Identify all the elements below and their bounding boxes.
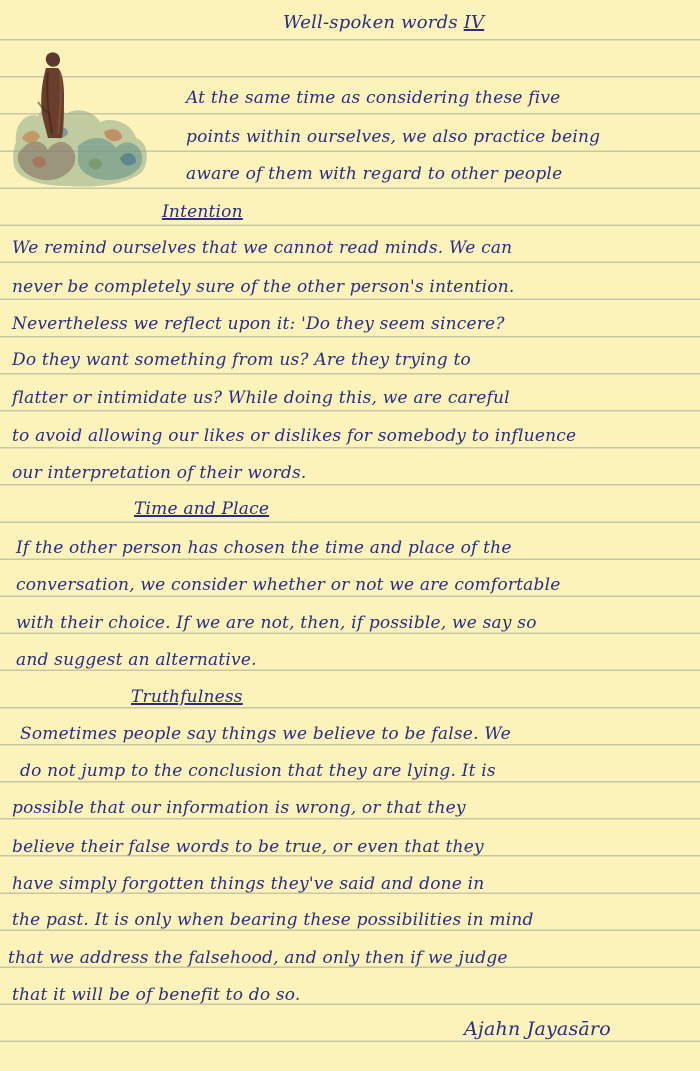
title-text: Well-spoken words bbox=[283, 12, 458, 33]
body-line: that we address the falsehood, and only then if we judge bbox=[8, 948, 508, 968]
body-line: Sometimes people say things we believe to be false. We bbox=[20, 724, 511, 744]
body-line: believe their false words to be true, or even that they bbox=[12, 837, 484, 857]
body-line: Nevertheless we reflect upon it: 'Do they seem sincere? bbox=[12, 314, 505, 334]
intro-line: aware of them with regard to other people bbox=[186, 164, 563, 184]
section-heading-intention: Intention bbox=[162, 202, 243, 222]
author-signature: Ajahn Jayasāro bbox=[464, 1018, 611, 1040]
body-line: We remind ourselves that we cannot read minds. We can bbox=[12, 238, 513, 258]
body-line: that it will be of benefit to do so. bbox=[12, 985, 301, 1005]
body-line: If the other person has chosen the time and place of the bbox=[16, 538, 512, 558]
body-line: do not jump to the conclusion that they are lying. It is bbox=[20, 761, 496, 781]
body-line: possible that our information is wrong, or that they bbox=[12, 798, 466, 818]
page-title bbox=[283, 14, 484, 32]
body-line: Do they want something from us? Are they trying to bbox=[12, 350, 471, 370]
body-line: with their choice. If we are not, then, if possible, we say so bbox=[16, 613, 537, 633]
section-heading-time-and-place: Time and Place bbox=[134, 499, 270, 519]
body-line: and suggest an alternative. bbox=[16, 650, 257, 670]
intro-line: points within ourselves, we also practice being bbox=[186, 127, 601, 147]
body-line: flatter or intimidate us? While doing this, we are careful bbox=[12, 388, 510, 408]
intro-line: At the same time as considering these five bbox=[186, 88, 561, 108]
body-line: conversation, we consider whether or not we are comfortable bbox=[16, 575, 561, 595]
body-line: never be completely sure of the other person's intention. bbox=[12, 277, 515, 297]
body-line: the past. It is only when bearing these possibilities in mind bbox=[12, 910, 534, 930]
section-heading-truthfulness: Truthfulness bbox=[131, 687, 243, 707]
monk-watercolor-illustration bbox=[8, 42, 158, 192]
body-line: to avoid allowing our likes or dislikes for somebody to influence bbox=[12, 426, 577, 446]
body-line: our interpretation of their words. bbox=[12, 463, 307, 483]
title-number: IV bbox=[463, 12, 485, 33]
body-line: have simply forgotten things they've said and done in bbox=[12, 874, 485, 894]
